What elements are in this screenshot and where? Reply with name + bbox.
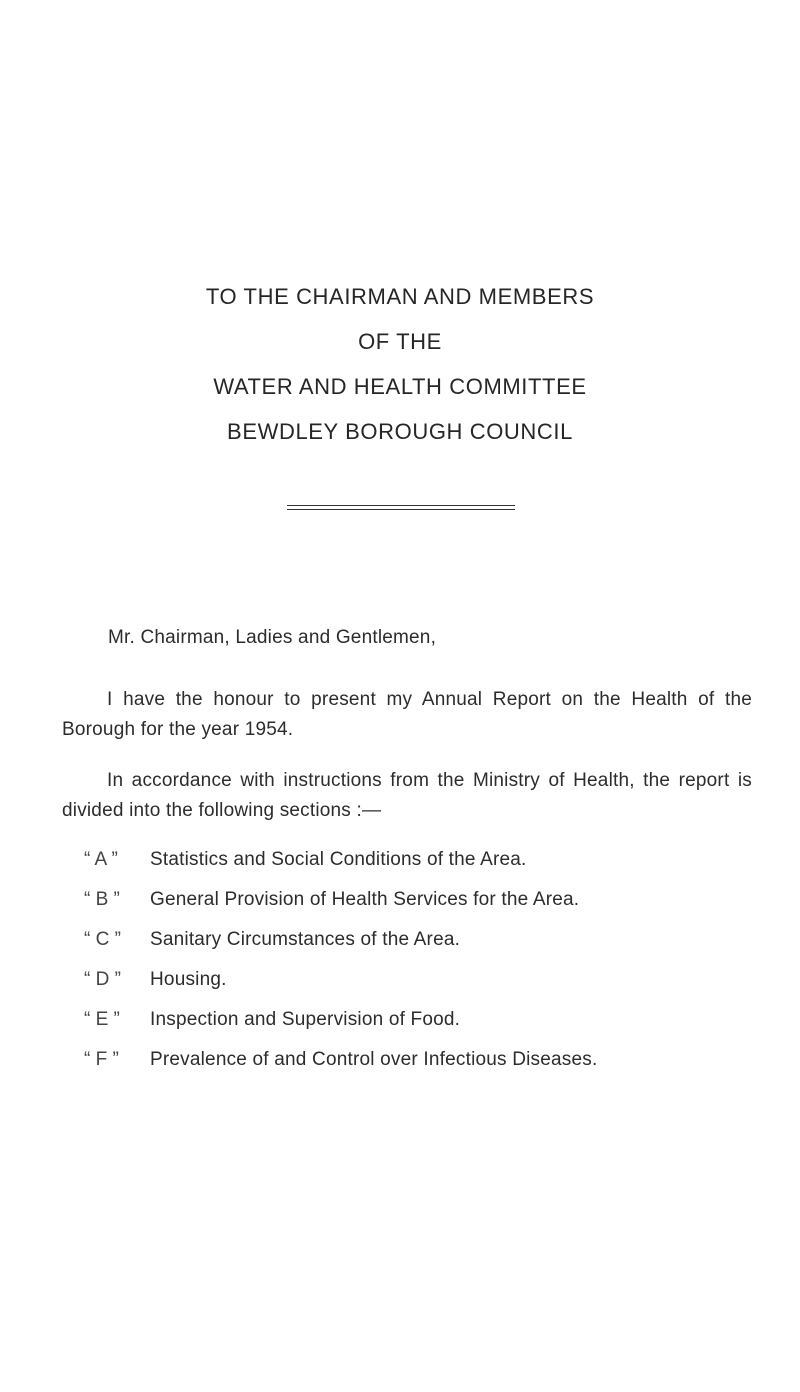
paragraph-sections-intro xyxy=(62,766,752,826)
paragraph-annual-report xyxy=(62,685,752,745)
section-row-c xyxy=(84,929,460,951)
section-title: Statistics and Social Conditions of the Area. xyxy=(150,849,527,870)
section-title: Housing. xyxy=(150,969,227,990)
section-row-a xyxy=(84,849,527,871)
section-row-b xyxy=(84,889,579,911)
section-row-e xyxy=(84,1009,460,1031)
section-letter: “ A ” xyxy=(84,849,118,870)
section-letter: “ E ” xyxy=(84,1009,120,1030)
address-heading-line-1: TO THE CHAIRMAN AND MEMBERS xyxy=(205,284,595,309)
section-letter: “ F ” xyxy=(84,1049,119,1070)
address-heading-line-4: BEWDLEY BOROUGH COUNCIL xyxy=(227,419,573,444)
section-row-d xyxy=(84,969,227,991)
section-letter: “ D ” xyxy=(84,969,121,990)
paragraph-sections-intro-text: In accordance with instructions from the Ministry of Health, the report is divided into the following sections :— xyxy=(62,770,752,821)
paragraph-annual-report-text: I have the honour to present my Annual Report on the Health of the Borough for the year 1954. xyxy=(62,689,752,740)
section-letter: “ C ” xyxy=(84,929,121,950)
double-rule-bottom xyxy=(287,509,515,510)
section-title: Sanitary Circumstances of the Area. xyxy=(150,929,461,950)
section-title: General Provision of Health Services for the Area. xyxy=(150,889,580,910)
section-letter: “ B ” xyxy=(84,889,120,910)
salutation: Mr. Chairman, Ladies and Gentlemen, xyxy=(108,627,437,648)
address-heading-line-2: OF THE xyxy=(358,329,442,354)
section-title: Inspection and Supervision of Food. xyxy=(150,1009,461,1030)
double-rule-top xyxy=(287,505,515,506)
address-heading-line-3: WATER AND HEALTH COMMITTEE xyxy=(213,374,587,399)
section-row-f xyxy=(84,1049,597,1071)
section-title: Prevalence of and Control over Infectious Diseases. xyxy=(150,1049,598,1070)
